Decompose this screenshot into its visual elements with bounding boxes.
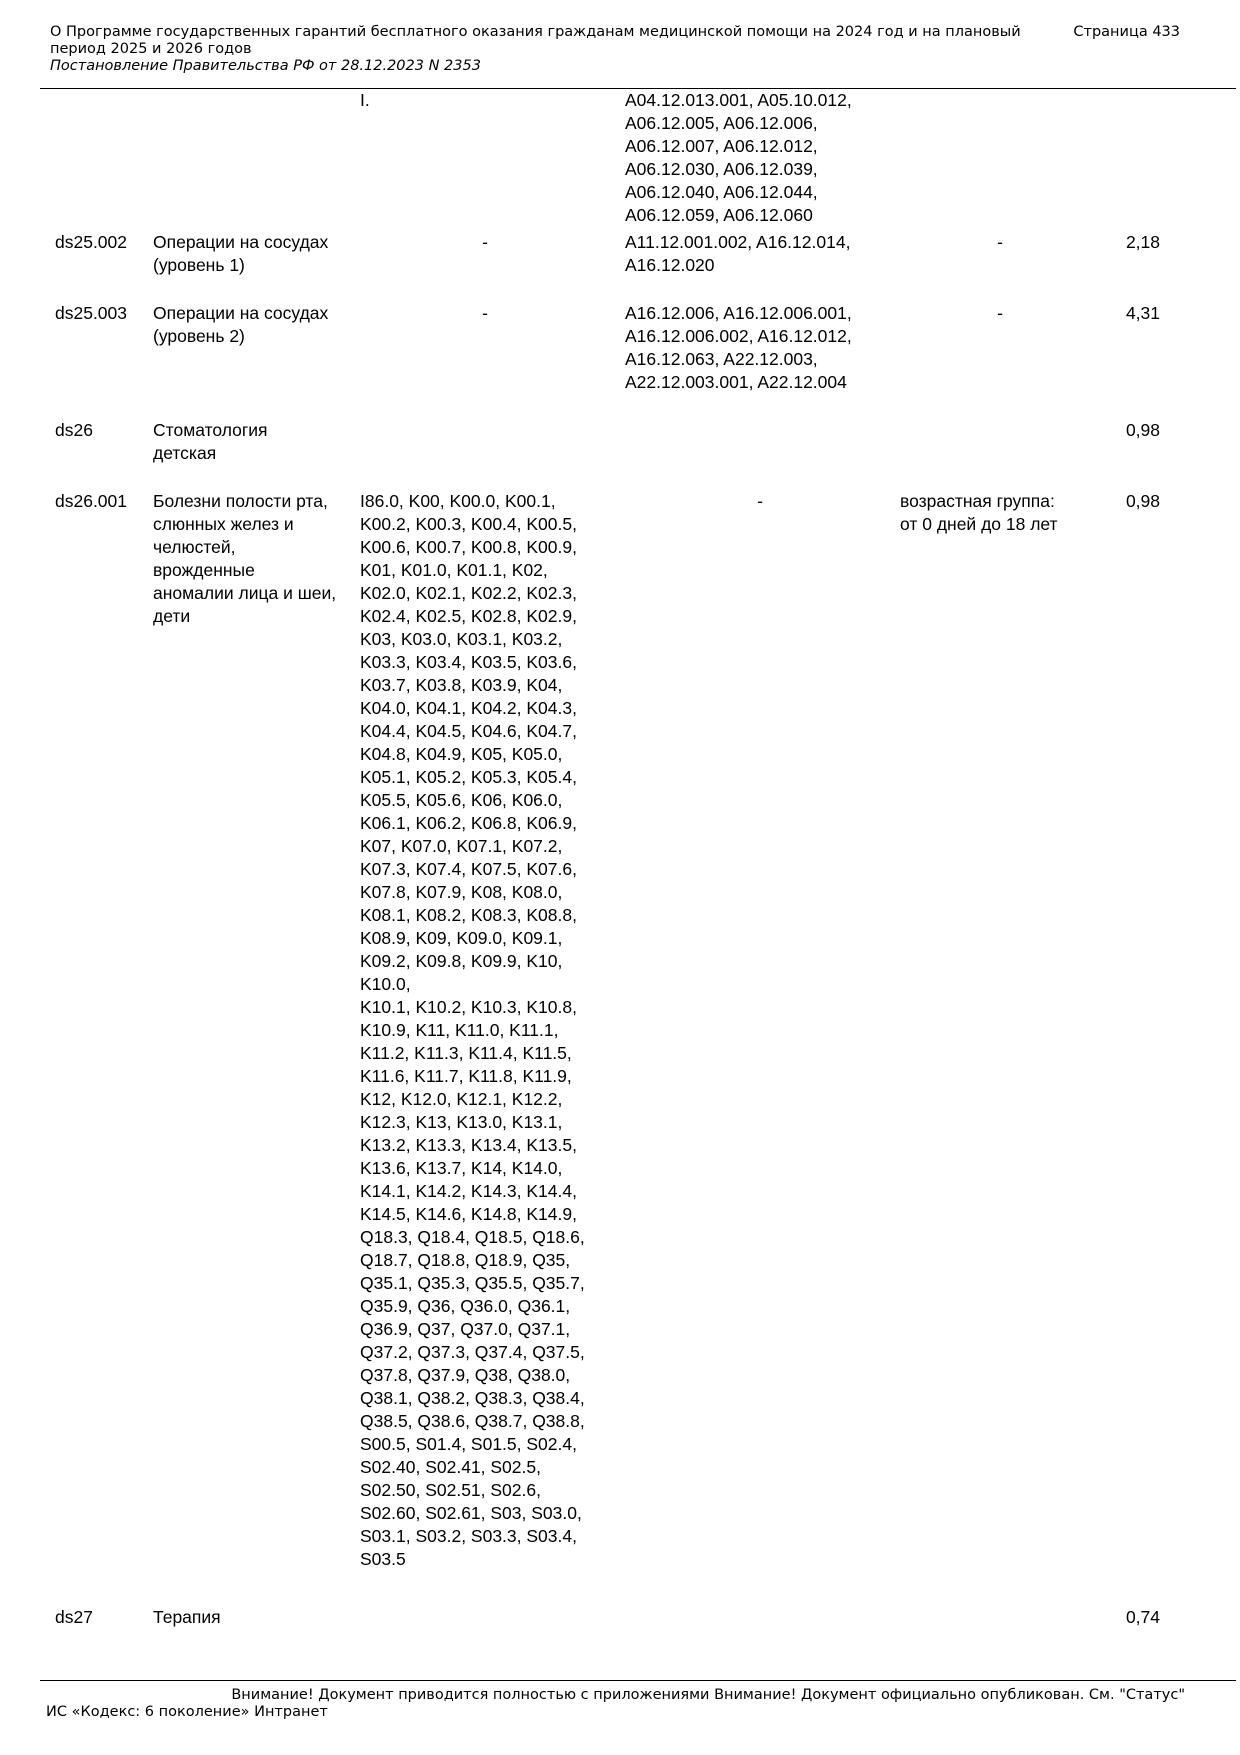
row-services: A16.12.006, A16.12.006.001, A16.12.006.002, A16.12.012, A16.12.063, A22.12.003, A22.12.003.001, A22.12.004	[625, 303, 852, 392]
row-name: Терапия	[153, 1607, 221, 1627]
row-diagnoses: I.	[360, 90, 370, 110]
row-coefficient: 4,31	[1125, 303, 1160, 323]
row-code: ds26.001	[55, 491, 128, 511]
row-services: -	[757, 491, 763, 511]
row-name: Операции на сосудах (уровень 1)	[153, 232, 329, 275]
document-title: О Программе государственных гарантий бесплатного оказания гражданам медицинской помощи на 2024 год и на плановый период 2025 и 2026 годов	[50, 24, 1021, 57]
row-other-criteria: -	[997, 232, 1003, 252]
row-code: ds25.003	[55, 303, 128, 323]
row-coefficient: 0,98	[1125, 420, 1160, 440]
row-code: ds27	[55, 1607, 93, 1627]
page-number: Страница 433	[1073, 24, 1180, 40]
row-diagnoses: I86.0, K00, K00.0, K00.1, K00.2, K00.3, K00.4, K00.5, K00.6, K00.7, K00.8, K00.9, K01, K01.0, K01.1, K02, K02.0, K02.1, K02.2, K02.3, K02.4, K02.5, K02.8, K02.9, K03, K03.0, K03.1, K03.2, K03.3, K03.4, K03.5, K03.6, K03.7, K03.8, K03.9, K04, K04.0, K04.1, K04.2, K04.3, K04.4, K04.5, K04.6, K04.7, K04.8, K04.9, K05, K05.0, K05.1, K05.2, K05.3, K05.4, K05.5, K05.6, K06, K06.0, K06.1, K06.2, K06.8, K06.9, K07, K07.0, K07.1, K07.2, K07.3, K07.4, K07.5, K07.6, K07.8, K07.9, K08, K08.0, K08.1, K08.2, K08.3, K08.8, K08.9, K09, K09.0, K09.1, K09.2, K09.8, K09.9, K10, K10.0, K10.1, K10.2, K10.3, K10.8, K10.9, K11, K11.0, K11.1, K11.2, K11.3, K11.4, K11.5, K11.6, K11.7, K11.8, K11.9, K12, K12.0, K12.1, K12.2, K12.3, K13, K13.0, K13.1, K13.2, K13.3, K13.4, K13.5, K13.6, K13.7, K14, K14.0, K14.1, K14.2, K14.3, K14.4, K14.5, K14.6, K14.8, K14.9, Q18.3, Q18.4, Q18.5, Q18.6, Q18.7, Q18.8, Q18.9, Q35, Q35.1, Q35.3, Q35.5, Q35.7, Q35.9, Q36, Q36.0, Q36.1, Q36.9, Q37, Q37.0, Q37.1, Q37.2, Q37.3, Q37.4, Q37.5, Q37.8, Q37.9, Q38, Q38.0, Q38.1, Q38.2, Q38.3, Q38.4, Q38.5, Q38.6, Q38.7, Q38.8, S00.5, S01.4, S01.5, S02.4, S02.40, S02.41, S02.5, S02.50, S02.51, S02.6, S02.60, S02.61, S03, S03.0, S03.1, S03.2, S03.3, S03.4, S03.5	[360, 491, 585, 1569]
row-other-criteria: -	[997, 303, 1003, 323]
row-other-criteria: возрастная группа: от 0 дней до 18 лет	[900, 491, 1058, 534]
decree-reference: Постановление Правительства РФ от 28.12.2023 N 2353	[50, 58, 481, 74]
table-row	[0, 490, 1240, 1606]
page-header	[50, 24, 1180, 75]
footer-note: Внимание! Документ приводится полностью с приложениями Внимание! Документ официально опубликован. См. "Статус"	[231, 1687, 1185, 1703]
row-name: Операции на сосудах (уровень 2)	[153, 303, 329, 346]
row-services: A04.12.013.001, A05.10.012, A06.12.005, A06.12.006, A06.12.007, A06.12.012, A06.12.030, A06.12.039, A06.12.040, A06.12.044, A06.12.059, A06.12.060	[625, 90, 852, 225]
footer-divider	[40, 1680, 1236, 1681]
table-row	[0, 1606, 1240, 1646]
row-name: Болезни полости рта, слюнных желез и челюстей, врожденные аномалии лица и шеи, дети	[153, 491, 337, 626]
table-row	[0, 89, 1240, 231]
row-diagnoses: -	[482, 232, 488, 252]
tariff-table	[0, 89, 1240, 1646]
row-name: Стоматология детская	[153, 420, 268, 463]
footer-system: ИС «Кодекс: 6 поколение» Интранет	[46, 1704, 328, 1720]
row-coefficient: 0,98	[1125, 491, 1160, 511]
row-code: ds26	[55, 420, 93, 440]
table-row	[0, 302, 1240, 419]
row-coefficient: 0,74	[1125, 1607, 1160, 1627]
row-coefficient: 2,18	[1125, 232, 1160, 252]
table-row	[0, 419, 1240, 490]
row-services: A11.12.001.002, A16.12.014, A16.12.020	[625, 232, 851, 275]
row-code: ds25.002	[55, 232, 128, 252]
row-diagnoses: -	[482, 303, 488, 323]
table-row	[0, 231, 1240, 302]
